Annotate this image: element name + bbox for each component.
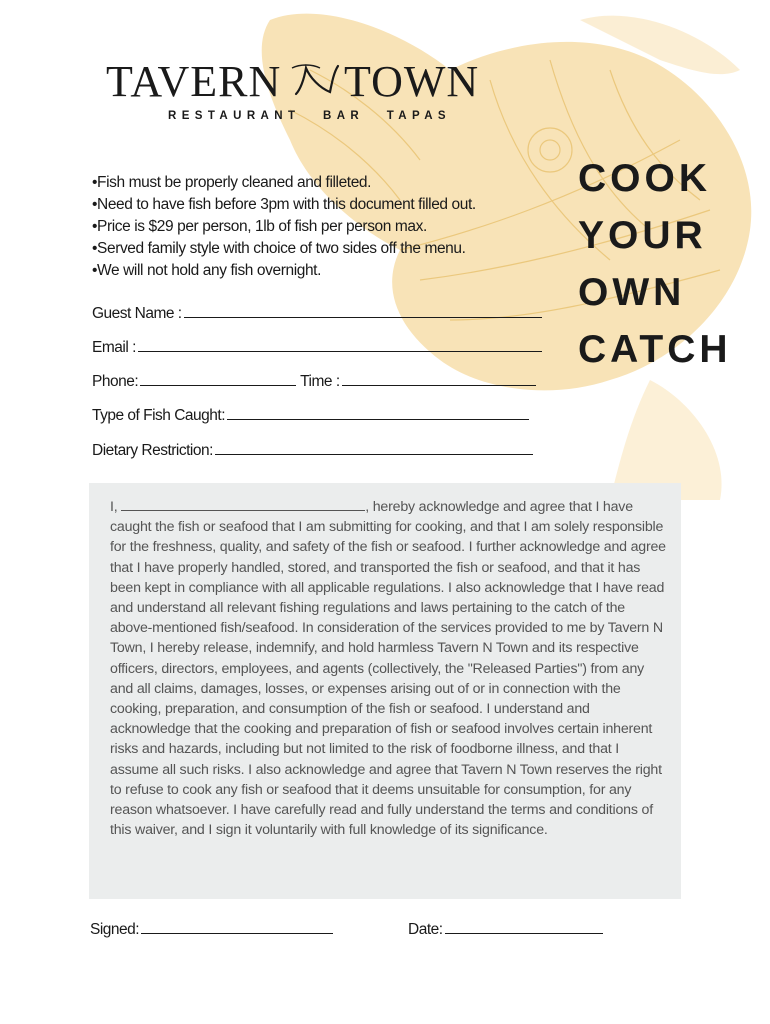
- fish-type-field[interactable]: [92, 406, 529, 425]
- signed-field[interactable]: [90, 920, 333, 939]
- dietary-field[interactable]: [92, 441, 533, 460]
- headline-line: YOUR: [578, 214, 707, 257]
- rules-list: [92, 172, 476, 282]
- logo-word-tavern: TAVERN: [106, 57, 282, 106]
- logo-word-town: TOWN: [344, 57, 480, 106]
- guest-name-field[interactable]: [92, 304, 542, 323]
- phone-line[interactable]: [140, 372, 296, 386]
- date-line[interactable]: [445, 920, 603, 934]
- date-label: Date:: [408, 921, 443, 938]
- phone-label: Phone:: [92, 373, 139, 390]
- rule-item: • Served family style with choice of two sides off the menu.: [92, 238, 476, 260]
- waiver-text: [110, 497, 670, 840]
- guest-name-label: Guest Name :: [92, 305, 182, 322]
- time-line[interactable]: [342, 372, 536, 386]
- rule-item: • Need to have fish before 3pm with this document filled out.: [92, 194, 476, 216]
- guest-name-line[interactable]: [184, 304, 542, 318]
- fish-type-line[interactable]: [227, 406, 529, 420]
- signed-line[interactable]: [141, 920, 333, 934]
- logo-wordmark: [104, 54, 514, 104]
- email-line[interactable]: [138, 338, 542, 352]
- fish-type-label: Type of Fish Caught:: [92, 407, 226, 424]
- dietary-label: Dietary Restriction:: [92, 442, 213, 459]
- tagline-bar: BAR: [322, 110, 365, 122]
- date-field[interactable]: [408, 920, 603, 939]
- waiver-name-line[interactable]: [121, 499, 365, 511]
- headline: [578, 150, 732, 378]
- logo-n-flourish-icon: [290, 60, 348, 100]
- tagline-restaurant: RESTAURANT: [168, 110, 301, 122]
- headline-line: COOK: [578, 157, 711, 200]
- signed-label: Signed:: [90, 921, 140, 938]
- waiver-body: , hereby acknowledge and agree that I have caught the fish or seafood that I am submitting for cooking, and that I am solely responsible for the freshness, quality, and safety of the fish or seafood. I further acknowledge and agree that I have properly handled, stored, and transported the fish or seafood, and that it has been kept in compliance with all applicable regulations. I also acknowledge that I have read and understand all relevant fishing regulations and laws pertaining to the catch of the above-mentioned fish/seafood. In consideration of the services provided to me by Tavern N Town, I hereby release, indemnify, and hold harmless Tavern N Town and its respective officers, directors, employees, and agents (collectively, the "Released Parties") from any and all claims, damages, losses, or expenses arising out of or in connection with the cooking, preparation, and consumption of the fish or seafood. I understand and acknowledge that the cooking and preparation of fish or seafood involves certain inherent risks and hazards, including but not limited to the risk of foodborne illness, and that I assume all such risks. I also acknowledge and agree that Tavern N Town reserves the right to refuse to cook any fish or seafood that it deems unsuitable for consumption, for any reason whatsoever. I have carefully read and fully understand the terms and conditions of this waiver, and I sign it voluntarily with full knowledge of its significance.: [110, 499, 666, 839]
- rule-item: • Price is $29 per person, 1lb of fish per person max.: [92, 216, 476, 238]
- waiver-box: [89, 483, 681, 899]
- rule-item: • We will not hold any fish overnight.: [92, 260, 476, 282]
- dietary-line[interactable]: [215, 441, 533, 455]
- email-label: Email :: [92, 339, 136, 356]
- email-field[interactable]: [92, 338, 542, 357]
- logo-tagline: [168, 110, 465, 122]
- rule-item: • Fish must be properly cleaned and filleted.: [92, 172, 476, 194]
- waiver-prefix: I,: [110, 499, 118, 515]
- headline-line: OWN: [578, 271, 686, 314]
- time-label: Time :: [300, 373, 340, 390]
- phone-time-row: [92, 372, 536, 391]
- tavern-n-town-logo: [104, 54, 514, 134]
- headline-line: CATCH: [578, 328, 732, 371]
- tagline-tapas: TAPAS: [386, 110, 451, 122]
